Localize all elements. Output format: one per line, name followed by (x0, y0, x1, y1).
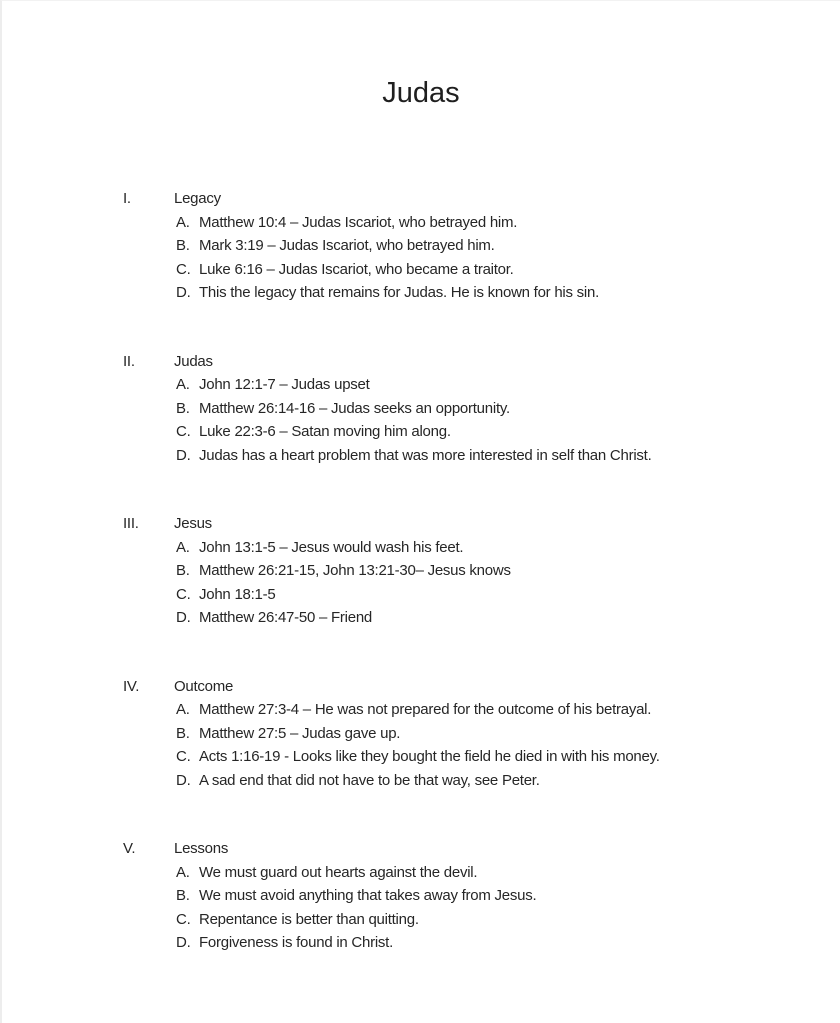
item-text: Matthew 27:3-4 – He was not prepared for the outcome of his betrayal. (199, 701, 652, 718)
item-text: John 13:1-5 – Jesus would wash his feet. (199, 538, 464, 556)
outline-item (176, 583, 800, 607)
section-heading: Legacy (174, 190, 221, 207)
outline-item (176, 211, 800, 235)
item-letter: A. (176, 538, 190, 556)
outline-item (176, 234, 800, 258)
section-header (123, 837, 800, 861)
item-text: Matthew 26:21-15, John 13:21-30– Jesus knows (199, 562, 511, 579)
item-text: John 12:1-7 – Judas upset (199, 376, 370, 393)
section-lessons (123, 837, 800, 955)
item-letter: C. (176, 260, 191, 278)
section-items (176, 373, 800, 467)
item-text: John 18:1-5 (199, 585, 276, 603)
outline-item (176, 769, 800, 793)
item-letter: D. (176, 934, 191, 951)
outline-item (176, 258, 800, 282)
item-letter: C. (176, 585, 191, 603)
outline-item (176, 397, 800, 421)
section-outcome (123, 675, 800, 793)
section-legacy (123, 187, 800, 305)
item-letter: C. (176, 748, 191, 765)
outline-item (176, 745, 800, 769)
item-letter: A. (176, 701, 190, 718)
item-letter: B. (176, 887, 190, 904)
outline-item (176, 884, 800, 908)
item-text: Repentance is better than quitting. (199, 910, 419, 928)
item-text: Luke 22:3-6 – Satan moving him along. (199, 423, 451, 440)
outline (123, 187, 800, 955)
section-header (123, 512, 800, 536)
outline-item (176, 536, 800, 560)
section-numeral: IV. (123, 677, 140, 695)
item-text: This the legacy that remains for Judas. He is known for his sin. (199, 284, 600, 301)
item-letter: D. (176, 446, 191, 464)
outline-item (176, 373, 800, 397)
item-text: Matthew 10:4 – Judas Iscariot, who betrayed him. (199, 213, 518, 231)
item-text: Mark 3:19 – Judas Iscariot, who betrayed him. (199, 237, 495, 254)
item-letter: B. (176, 724, 190, 742)
item-text: Matthew 27:5 – Judas gave up. (199, 724, 401, 742)
section-heading: Judas (174, 352, 213, 370)
item-text: Judas has a heart problem that was more interested in self than Christ. (199, 446, 652, 464)
outline-item (176, 559, 800, 583)
item-letter: D. (176, 771, 191, 789)
section-jesus (123, 512, 800, 630)
item-text: Matthew 26:47-50 – Friend (199, 609, 373, 626)
item-letter: D. (176, 609, 191, 626)
section-heading: Lessons (174, 840, 229, 857)
section-judas (123, 350, 800, 468)
page-title: Judas (382, 77, 460, 109)
item-text: A sad end that did not have to be that way, see Peter. (199, 771, 540, 789)
outline-item (176, 281, 800, 305)
item-letter: B. (176, 237, 190, 254)
item-letter: B. (176, 562, 190, 579)
outline-item (176, 861, 800, 885)
section-header (123, 350, 800, 374)
item-text: Acts 1:16-19 - Looks like they bought the field he died in with his money. (199, 748, 660, 765)
outline-item (176, 420, 800, 444)
item-text: Luke 6:16 – Judas Iscariot, who became a traitor. (199, 260, 514, 278)
outline-item (176, 606, 800, 630)
outline-item (176, 931, 800, 955)
outline-item (176, 722, 800, 746)
section-numeral: V. (123, 840, 136, 857)
section-items (176, 698, 800, 792)
section-numeral: I. (123, 190, 131, 207)
item-letter: D. (176, 284, 191, 301)
item-text: Forgiveness is found in Christ. (199, 934, 394, 951)
item-letter: A. (176, 376, 190, 393)
section-heading: Jesus (174, 515, 212, 532)
item-text: We must avoid anything that takes away from Jesus. (199, 887, 537, 904)
section-numeral: II. (123, 352, 135, 370)
section-header (123, 187, 800, 211)
section-header (123, 675, 800, 699)
section-items (176, 211, 800, 305)
section-items (176, 861, 800, 955)
outline-item (176, 908, 800, 932)
section-numeral: III. (123, 515, 139, 532)
outline-item (176, 444, 800, 468)
section-heading: Outcome (174, 677, 234, 695)
section-items (176, 536, 800, 630)
item-letter: B. (176, 399, 190, 417)
item-text: Matthew 26:14-16 – Judas seeks an opportunity. (199, 399, 510, 417)
outline-item (176, 698, 800, 722)
item-text: We must guard out hearts against the devil. (199, 863, 478, 881)
item-letter: A. (176, 213, 190, 231)
item-letter: C. (176, 910, 191, 928)
item-letter: C. (176, 423, 191, 440)
item-letter: A. (176, 863, 190, 881)
